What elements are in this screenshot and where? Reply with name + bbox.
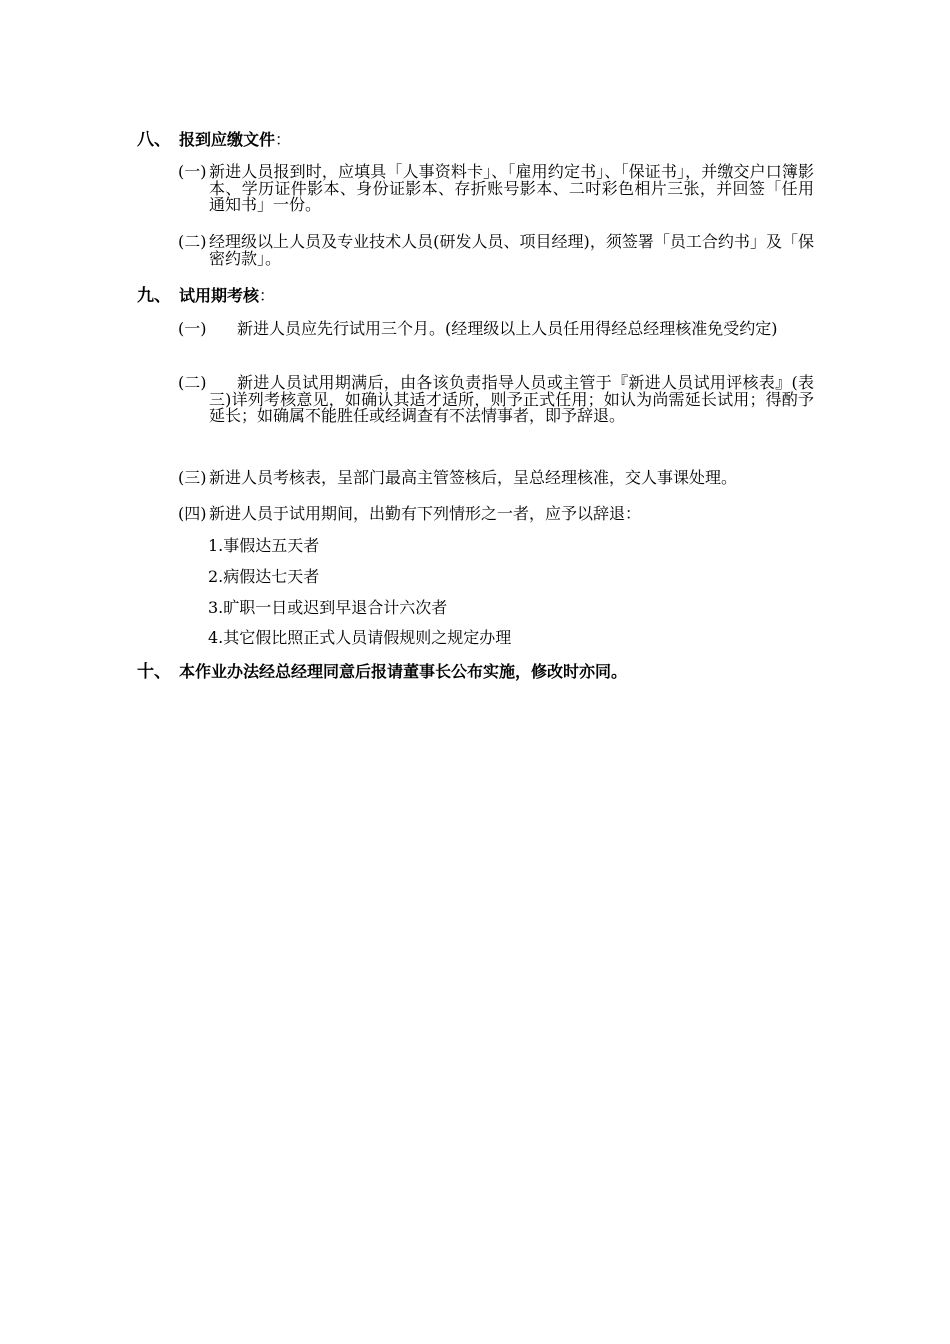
list-item xyxy=(178,506,814,523)
section-title: 试用期考核 xyxy=(179,286,260,305)
section-heading-9 xyxy=(137,286,817,306)
item-marker: (二) xyxy=(178,373,207,392)
item-text: 新进人员试用期满后，由各该负责指导人员或主管于『新进人员试用评核表』(表三)详列考核意见，如确认其适才适所，则予正式任用；如认为尚需延长试用；得酌予延长；如确属不能胜任或经调查有不法情事者，即予辞退。 xyxy=(209,373,814,425)
item-text: 新进人员应先行试用三个月。(经理级以上人员任用得经总经理核准免受约定) xyxy=(237,319,778,338)
list-item xyxy=(178,234,814,267)
list-item xyxy=(178,321,814,338)
item-text: 经理级以上人员及专业技术人员(研发人员、项目经理)，须签署「员工合约书」及「保密约款」。 xyxy=(209,232,814,268)
sub-list-item: 4.其它假比照正式人员请假规则之规定办理 xyxy=(208,628,512,647)
item-marker: (二) xyxy=(178,232,207,251)
sub-list-item: 2.病假达七天者 xyxy=(208,567,320,586)
section-title: 报到应缴文件 xyxy=(179,130,276,149)
section-colon: ： xyxy=(275,130,292,149)
section-heading-10 xyxy=(137,662,817,682)
item-marker: (一) xyxy=(178,162,207,181)
item-text: 新进人员于试用期间，出勤有下列情形之一者，应予以辞退： xyxy=(209,504,642,523)
section-number: 八、 xyxy=(137,130,171,150)
list-item xyxy=(178,375,814,425)
sub-list-item: 3.旷职一日或迟到早退合计六次者 xyxy=(208,598,448,617)
list-item xyxy=(178,164,814,214)
item-text: 新进人员报到时，应填具「人事资料卡」、「雇用约定书」、「保证书」，并缴交户口簿影本、学历证件影本、身份证影本、存折账号影本、二吋彩色相片三张，并回签「任用通知书」一份。 xyxy=(209,162,814,214)
section-number: 九、 xyxy=(137,286,171,306)
section-colon: ： xyxy=(259,286,276,305)
item-marker: (三) xyxy=(178,468,207,487)
list-item xyxy=(178,470,814,487)
item-text: 新进人员考核表，呈部门最高主管签核后，呈总经理核准，交人事课处理。 xyxy=(209,468,738,487)
section-heading-8 xyxy=(137,130,817,150)
section-title: 本作业办法经总经理同意后报请董事长公布实施，修改时亦同。 xyxy=(179,662,628,681)
section-number: 十、 xyxy=(137,662,171,682)
sub-list-item: 1.事假达五天者 xyxy=(208,536,320,555)
item-marker: (一) xyxy=(178,319,207,338)
item-marker: (四) xyxy=(178,504,207,523)
